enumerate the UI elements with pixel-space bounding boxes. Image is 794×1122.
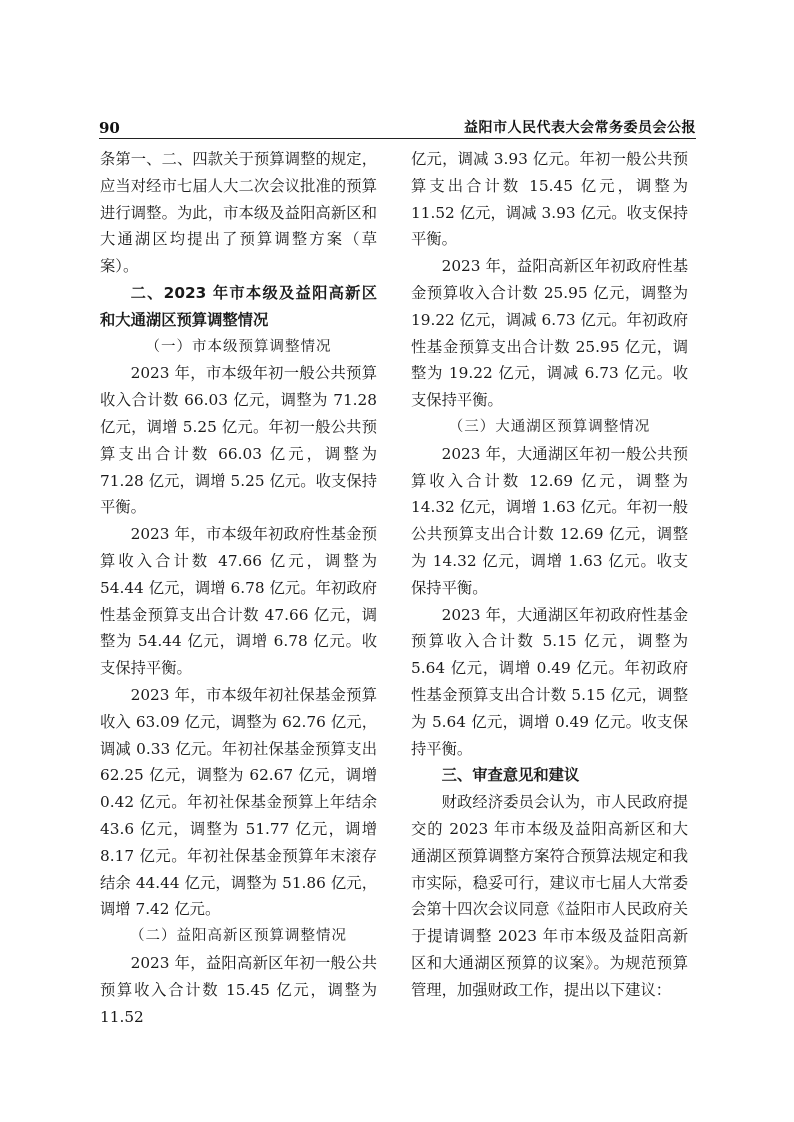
section-2-heading: 二、2023 年市本级及益阳高新区和大通湖区预算调整情况	[100, 283, 377, 329]
subsection-3-heading: （三）大通湖区预算调整情况	[448, 418, 651, 435]
paragraph: 2023 年，益阳高新区年初一般公共预算收入合计数 15.45 亿元，调整为 11.52	[100, 953, 377, 1026]
paragraph: 2023 年，大通湖区年初一般公共预算收入合计数 12.69 亿元，调整为 14.32 亿元，调增 1.63 亿元。年初一般公共预算支出合计数 12.69 亿元，调整为 14.32 亿元，调增 1.63 亿元。收支保持平衡。	[411, 444, 688, 597]
page-header	[99, 118, 696, 140]
paragraph: 2023 年，市本级年初政府性基金预算收入合计数 47.66 亿元，调整为 54.44 亿元，调增 6.78 亿元。年初政府性基金预算支出合计数 47.66 亿元，调整为 54.44 亿元，调增 6.78 亿元。收支保持平衡。	[100, 525, 377, 678]
paragraph: 2023 年，市本级年初社保基金预算收入 63.09 亿元，调整为 62.76 亿元，调减 0.33 亿元。年初社保基金预算支出 62.25 亿元，调整为 62.67 亿元，调增 0.42 亿元。年初社保基金预算上年结余 43.6 亿元，调整为 51.77 亿元，调增 8.17 亿元。年初社保基金预算年末滚存结余 44.44 亿元，调整为 51.86 亿元，调增 7.42 亿元。	[100, 685, 377, 919]
section-3-heading: 三、审查意见和建议	[441, 766, 580, 785]
paragraph: 2023 年，大通湖区年初政府性基金预算收入合计数 5.15 亿元，调整为 5.64 亿元，调增 0.49 亿元。年初政府性基金预算支出合计数 5.15 亿元，调整为 5.64 亿元，调增 0.49 亿元。收支保持平衡。	[411, 605, 688, 758]
subsection-1-heading: （一）市本级预算调整情况	[145, 338, 332, 355]
subsection-2-heading: （二）益阳高新区预算调整情况	[130, 928, 347, 945]
intro-paragraph: 条第一、二、四款关于预算调整的规定，应当对经市七届人大二次会议批准的预算进行调整。为此，市本级及益阳高新区和大通湖区均提出了预算调整方案（草案）。	[100, 150, 377, 276]
page-number: 90	[99, 119, 120, 137]
left-column	[100, 146, 377, 1030]
journal-title: 益阳市人民代表大会常务委员会公报	[464, 120, 696, 136]
header-rule	[99, 138, 696, 139]
paragraph-continued: 亿元，调减 3.93 亿元。年初一般公共预算支出合计数 15.45 亿元，调整为 11.52 亿元，调减 3.93 亿元。收支保持平衡。	[411, 150, 688, 249]
paragraph: 财政经济委员会认为，市人民政府提交的 2023 年市本级及益阳高新区和大通湖区预算调整方案符合预算法规定和我市实际，稳妥可行，建议市七届人大常委会第十四次会议同意《益阳市人民政府关于提请调整 2023 年市本级及益阳高新区和大通湖区预算的议案》。为规范预算管理，加强财政工作，提出以下建议：	[411, 793, 688, 999]
paragraph: 2023 年，市本级年初一般公共预算收入合计数 66.03 亿元，调整为 71.28 亿元，调增 5.25 亿元。年初一般公共预算支出合计数 66.03 亿元，调整为 71.28 亿元，调增 5.25 亿元。收支保持平衡。	[100, 364, 377, 517]
right-column	[411, 146, 688, 1004]
paragraph: 2023 年，益阳高新区年初政府性基金预算收入合计数 25.95 亿元，调整为 19.22 亿元，调减 6.73 亿元。年初政府性基金预算支出合计数 25.95 亿元，调整为 19.22 亿元，调减 6.73 亿元。收支保持平衡。	[411, 257, 688, 410]
